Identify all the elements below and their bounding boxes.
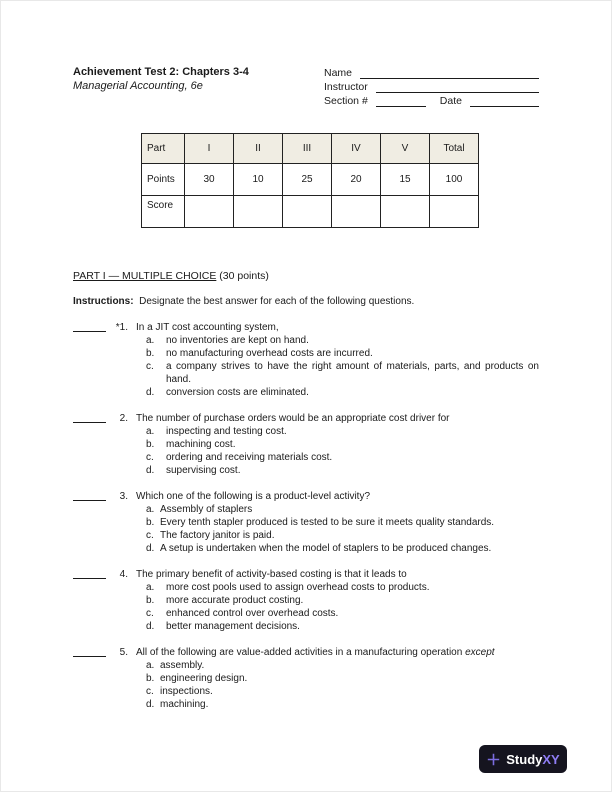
instructor-label: Instructor — [324, 81, 368, 93]
option-a — [146, 659, 539, 672]
option-d — [146, 464, 539, 477]
option-text: Every tenth stapler produced is tested to be sure it meets quality standards. — [160, 517, 495, 528]
option-letter: b. — [146, 595, 155, 606]
options-list — [146, 334, 539, 399]
question-body — [136, 412, 539, 477]
option-c — [146, 685, 539, 698]
option-c — [146, 529, 539, 542]
option-text: better management decisions. — [166, 621, 300, 632]
option-letter: a. — [146, 660, 155, 671]
score-table-header-row — [142, 134, 479, 164]
student-fields-block — [324, 65, 539, 107]
column-header-5: V — [381, 134, 430, 164]
option-text: more accurate product costing. — [166, 595, 304, 606]
score-table — [141, 133, 479, 228]
option-letter: a. — [146, 335, 155, 346]
option-text: The factory janitor is paid. — [160, 530, 275, 541]
name-blank-line — [360, 67, 539, 79]
score-row — [142, 196, 479, 228]
option-a — [146, 581, 539, 594]
option-b — [146, 672, 539, 685]
score-cell — [332, 196, 381, 228]
option-letter: b. — [146, 673, 155, 684]
option-letter: a. — [146, 504, 155, 515]
option-letter: a. — [146, 582, 155, 593]
score-cell — [283, 196, 332, 228]
question-number: *1. — [115, 322, 128, 333]
instructor-field-row — [324, 79, 539, 93]
date-blank-line — [470, 95, 539, 107]
question-text: The primary benefit of activity-based costing is that it leads to — [136, 569, 407, 580]
part1-points: (30 points) — [219, 270, 269, 282]
plus-icon — [486, 752, 501, 767]
answer-blank — [73, 412, 106, 423]
points-cell: 25 — [283, 164, 332, 196]
option-text: a company strives to have the right amount of materials, parts, and products on hand. — [166, 361, 539, 385]
option-c — [146, 607, 539, 620]
option-letter: b. — [146, 439, 155, 450]
question-5 — [73, 646, 539, 711]
option-d — [146, 698, 539, 711]
option-letter: c. — [146, 361, 154, 372]
question-text-main: All of the following are value-added activities in a manufacturing operation — [136, 647, 466, 658]
option-letter: d. — [146, 465, 155, 476]
option-text: Assembly of staplers — [160, 504, 253, 515]
option-d — [146, 620, 539, 633]
question-2 — [73, 412, 539, 477]
question-text: The number of purchase orders would be an appropriate cost driver for — [136, 413, 450, 424]
options-list — [146, 581, 539, 633]
option-letter: b. — [146, 517, 155, 528]
option-text: inspecting and testing cost. — [166, 426, 287, 437]
options-list — [146, 425, 539, 477]
option-b — [146, 347, 539, 360]
question-number: 2. — [119, 413, 128, 424]
part1-heading-text: PART I — MULTIPLE CHOICE — [73, 270, 217, 282]
option-text: A setup is undertaken when the model of staplers to be produced changes. — [160, 543, 492, 554]
option-letter: c. — [146, 686, 154, 697]
score-cell — [234, 196, 283, 228]
column-header-1: I — [185, 134, 234, 164]
column-header-total: Total — [430, 134, 479, 164]
instructions-text: Designate the best answer for each of the following questions. — [139, 296, 415, 307]
option-d — [146, 542, 539, 555]
option-text: engineering design. — [160, 673, 248, 684]
option-a — [146, 503, 539, 516]
instructions — [73, 296, 539, 307]
question-text — [136, 646, 539, 659]
column-header-part: Part — [142, 134, 185, 164]
name-label: Name — [324, 67, 353, 79]
title-block — [73, 65, 323, 107]
option-b — [146, 438, 539, 451]
points-row — [142, 164, 479, 196]
instructions-label: Instructions: — [73, 296, 134, 307]
question-body — [136, 646, 539, 711]
question-number: 5. — [119, 647, 128, 658]
points-cell: 20 — [332, 164, 381, 196]
options-list — [146, 503, 539, 555]
question-number: 3. — [119, 491, 128, 502]
question-text-italic: except — [465, 647, 495, 658]
option-text: no inventories are kept on hand. — [166, 335, 309, 346]
section-label: Section # — [324, 95, 368, 107]
section-date-field-row — [324, 93, 539, 107]
option-letter: d. — [146, 387, 155, 398]
option-a — [146, 334, 539, 347]
option-a — [146, 425, 539, 438]
question-1 — [73, 321, 539, 399]
option-letter: c. — [146, 452, 154, 463]
options-list — [146, 659, 539, 711]
option-text: enhanced control over overhead costs. — [166, 608, 339, 619]
question-body — [136, 568, 539, 633]
option-c — [146, 360, 539, 386]
question-4 — [73, 568, 539, 633]
question-body — [136, 321, 539, 399]
date-label: Date — [439, 95, 462, 107]
column-header-2: II — [234, 134, 283, 164]
option-d — [146, 386, 539, 399]
question-text: In a JIT cost accounting system, — [136, 322, 279, 333]
option-b — [146, 594, 539, 607]
points-cell: 30 — [185, 164, 234, 196]
option-text: supervising cost. — [166, 465, 241, 476]
option-letter: d. — [146, 699, 155, 710]
name-field-row — [324, 65, 539, 79]
option-c — [146, 451, 539, 464]
option-letter: b. — [146, 348, 155, 359]
studyxy-logo — [479, 745, 567, 773]
score-cell — [185, 196, 234, 228]
score-row-label: Score — [142, 196, 185, 228]
option-text: inspections. — [160, 686, 213, 697]
option-text: no manufacturing overhead costs are incurred. — [166, 348, 373, 359]
question-3 — [73, 490, 539, 555]
option-text: more cost pools used to assign overhead costs to products. — [166, 582, 430, 593]
question-number: 4. — [119, 569, 128, 580]
logo-text-accent: XY — [542, 751, 560, 767]
option-text: assembly. — [160, 660, 205, 671]
answer-blank — [73, 568, 106, 579]
option-letter: c. — [146, 608, 154, 619]
option-text: ordering and receiving materials cost. — [166, 452, 333, 463]
document-subtitle: Managerial Accounting, 6e — [73, 80, 203, 92]
question-body — [136, 490, 539, 555]
points-cell: 100 — [430, 164, 479, 196]
answer-blank — [73, 646, 106, 657]
score-cell — [381, 196, 430, 228]
points-row-label: Points — [142, 164, 185, 196]
logo-text-main: Study — [506, 751, 543, 767]
option-text: machining. — [160, 699, 209, 710]
answer-blank — [73, 490, 106, 501]
column-header-3: III — [283, 134, 332, 164]
points-cell: 15 — [381, 164, 430, 196]
option-letter: a. — [146, 426, 155, 437]
option-letter: d. — [146, 621, 155, 632]
logo-text — [506, 752, 559, 767]
option-b — [146, 516, 539, 529]
part1-heading — [73, 270, 539, 282]
document-title: Achievement Test 2: Chapters 3-4 — [73, 66, 249, 78]
score-cell — [430, 196, 479, 228]
option-letter: c. — [146, 530, 154, 541]
document-header — [73, 65, 539, 107]
points-cell: 10 — [234, 164, 283, 196]
option-text: machining cost. — [166, 439, 236, 450]
answer-blank — [73, 321, 106, 332]
instructor-blank-line — [376, 81, 539, 93]
section-blank-line — [376, 95, 426, 107]
question-text: Which one of the following is a product-level activity? — [136, 491, 371, 502]
option-letter: d. — [146, 543, 155, 554]
column-header-4: IV — [332, 134, 381, 164]
option-text: conversion costs are eliminated. — [166, 387, 309, 398]
